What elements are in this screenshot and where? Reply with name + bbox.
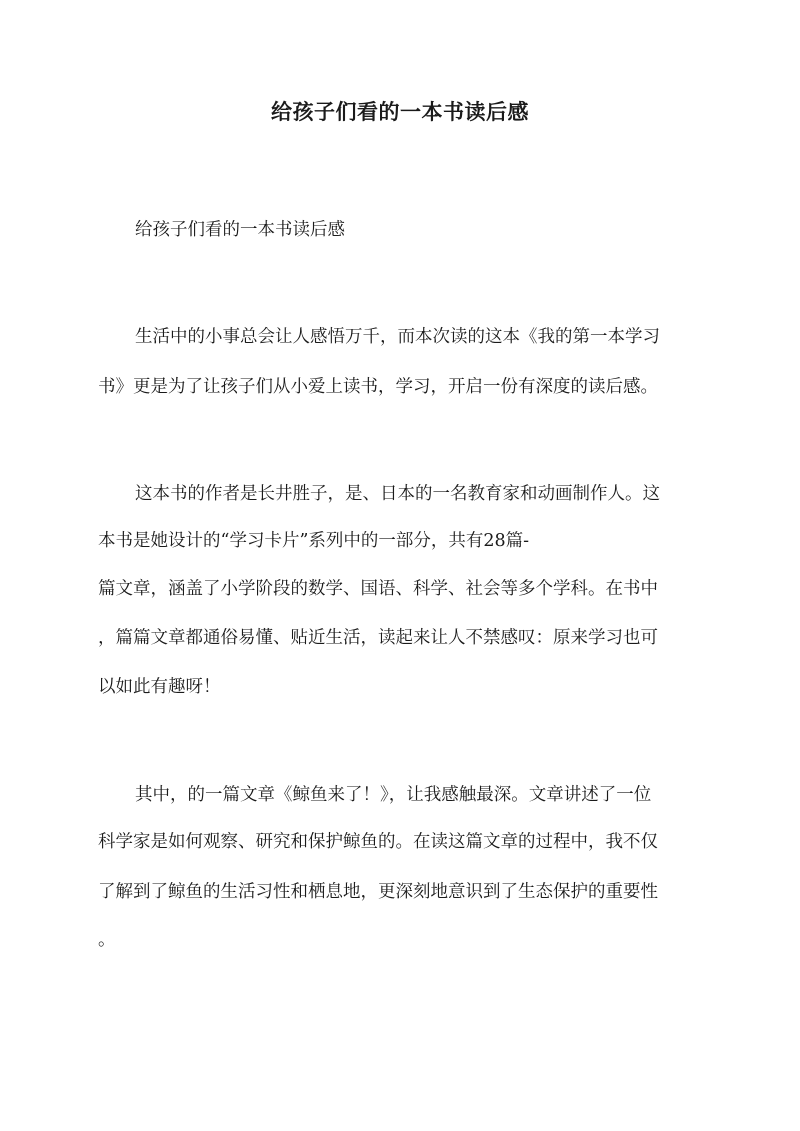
paragraph-3-line-2: 科学家是如何观察、研究和保护鲸鱼的。在读这篇文章的过程中，我不仅	[98, 832, 658, 852]
paragraph-2-line-5: 以如此有趣呀！	[98, 677, 221, 697]
document-title: 给孩子们看的一本书读后感	[271, 99, 529, 124]
paragraph-2-line-4: ，篇篇文章都通俗易懂、贴近生活，读起来让人不禁感叹：原来学习也可	[98, 628, 658, 648]
paragraph-1-line-1: 生活中的小事总会让人感悟万千，而本次读的这本《我的第一本学习	[135, 327, 660, 347]
paragraph-3-line-1: 其中，的一篇文章《鲸鱼来了！》，让我感触最深。文章讲述了一位	[135, 785, 652, 805]
paragraph-3-line-3: 了解到了鲸鱼的生活习性和栖息地，更深刻地意识到了生态保护的重要性	[98, 882, 658, 902]
paragraph-2-line-1: 这本书的作者是长井胜子，是、日本的一名教育家和动画制作人。这	[135, 484, 660, 504]
paragraph-2-line-2: 本书是她设计的“学习卡片”系列中的一部分，共有28篇-	[98, 531, 530, 551]
paragraph-1-line-2: 书》更是为了让孩子们从小爱上读书，学习，开启一份有深度的读后感。	[98, 377, 658, 397]
document-subtitle: 给孩子们看的一本书读后感	[135, 220, 345, 240]
paragraph-2-line-3: 篇文章，涵盖了小学阶段的数学、国语、科学、社会等多个学科。在书中	[98, 579, 658, 599]
paragraph-3-line-4: 。	[98, 930, 116, 950]
